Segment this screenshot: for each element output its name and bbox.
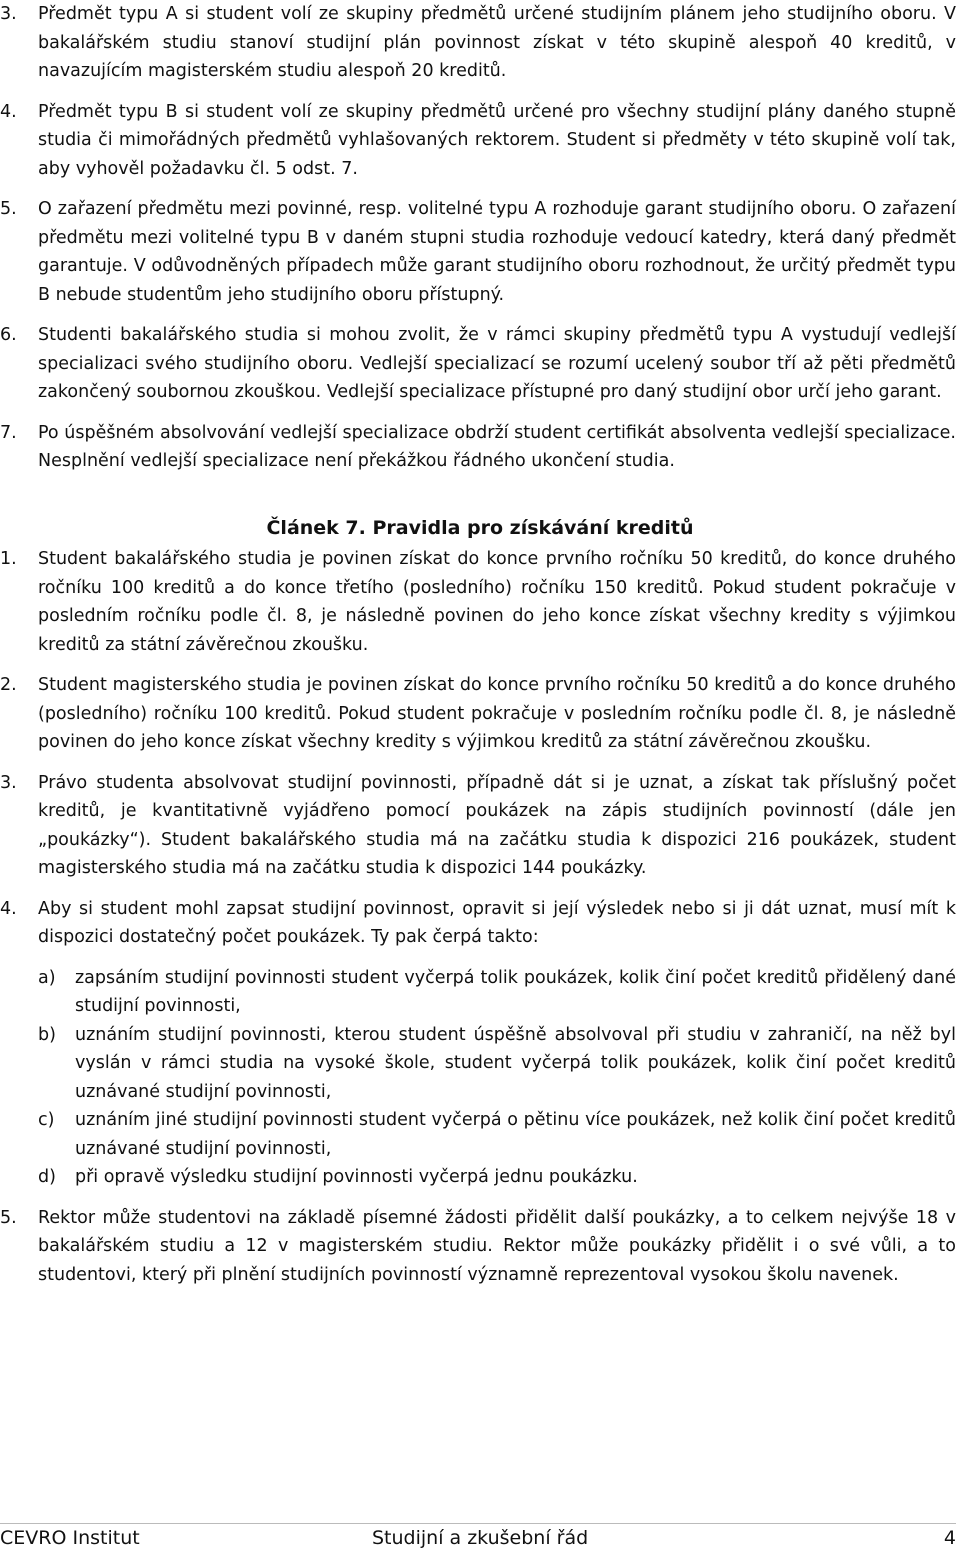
- footer-document-title: Studijní a zkušební řád: [372, 1527, 589, 1549]
- sub-item-text: zapsáním studijní povinnosti student vyčerpá tolik poukázek, kolik činí počet kreditů přidělený dané studijní povinnosti,: [75, 967, 956, 1016]
- list-item: [0, 671, 960, 757]
- sub-item-label: b): [38, 1024, 56, 1045]
- list-item: [0, 545, 960, 659]
- sub-item-label: a): [38, 967, 56, 988]
- item-number: 1.: [0, 549, 17, 569]
- item-text: Právo studenta absolvovat studijní povinnosti, případně dát si je uznat, a získat tak příslušný počet kreditů, je kvantitativně vyjádřeno pomocí poukázek na zápis studijních povinností (dále jen „poukázky“). Student bakalářského studia má na začátku studia k dispozici 216 poukázek, student magisterského studia má na začátku studia k dispozici 144 poukázky.: [38, 772, 956, 878]
- sub-item-text: uznáním studijní povinnosti, kterou student úspěšně absolvoval při studiu v zahraničí, na něž byl vyslán v rámci studia na vysoké škole, student vyčerpá tolik poukázek, kolik činí počet kreditů uznávané studijní povinnosti,: [75, 1024, 956, 1102]
- sub-item: [0, 1106, 960, 1163]
- item-text: Rektor může studentovi na základě písemné žádosti přidělit další poukázky, a to celkem nejvýše 18 v bakalářském studiu a 12 v magisterském studiu. Rektor může poukázky přidělit i o své vůli, a to studentovi, který při plnění studijních povinností významně reprezentoval vysokou školu navenek.: [38, 1207, 956, 1285]
- item-number: 6.: [0, 325, 17, 345]
- item-text: Aby si student mohl zapsat studijní povinnost, opravit si její výsledek nebo si ji dát uznat, musí mít k dispozici dostatečný počet poukázek. Ty pak čerpá takto:: [38, 898, 956, 947]
- list-item: [0, 0, 960, 86]
- sub-item-label: c): [38, 1110, 55, 1130]
- article-heading: Článek 7. Pravidla pro získávání kreditů: [266, 516, 694, 539]
- item-text: Předmět typu B si student volí ze skupiny předmětů určené pro všechny studijní plány daného stupně studia či mimořádných předmětů vyhlašovaných rektorem. Student si předměty v této skupině volí tak, aby vyhověl požadavku čl. 5 odst. 7.: [38, 101, 956, 179]
- item-number: 3.: [0, 772, 17, 793]
- item-text: Student bakalářského studia je povinen získat do konce prvního ročníku 50 kreditů, do konce druhého ročníku 100 kreditů a do konce třetího (posledního) ročníku 150 kreditů. Pokud student pokračuje v posledním ročníku podle čl. 8, je následně povinen do jeho konce získat všechny kredity s výjimkou kreditů za státní závěrečnou zkoušku.: [38, 549, 956, 655]
- item-number: 7.: [0, 422, 17, 443]
- list-item: [0, 419, 960, 476]
- list-item: [0, 895, 960, 952]
- sub-item: [0, 1163, 960, 1192]
- footer-institution: CEVRO Institut: [0, 1527, 140, 1549]
- item-text: Po úspěšném absolvování vedlejší specializace obdrží student certifikát absolventa vedlejší specializace. Nesplnění vedlejší specializace není překážkou řádného ukončení studia.: [38, 422, 956, 471]
- item-text: Studenti bakalářského studia si mohou zvolit, že v rámci skupiny předmětů typu A vystudují vedlejší specializaci svého studijního oboru. Vedlejší specializací se rozumí ucelený soubor tří až pěti předmětů zakončený soubornou zkouškou. Vedlejší specializace přístupné pro daný studijní obor určí jeho garant.: [38, 325, 956, 402]
- sub-item-label: d): [38, 1167, 56, 1187]
- sub-item: [0, 964, 960, 1021]
- page-number: 4: [943, 1527, 956, 1549]
- list-item: [0, 1204, 960, 1290]
- list-item: [0, 769, 960, 883]
- sub-item-text: uznáním jiné studijní povinnosti student vyčerpá o pětinu více poukázek, než kolik činí počet kreditů uznávané studijní povinnosti,: [75, 1110, 956, 1159]
- list-item: [0, 98, 960, 184]
- item-number: 2.: [0, 675, 17, 695]
- item-number: 4.: [0, 101, 17, 122]
- page-footer: [0, 1523, 956, 1552]
- list-item: [0, 321, 960, 407]
- item-number: 5.: [0, 199, 17, 219]
- item-text: Předmět typu A si student volí ze skupiny předmětů určené studijním plánem jeho studijního oboru. V bakalářském studiu stanoví studijní plán povinnost získat v této skupině alespoň 40 kreditů, v navazujícím magisterském studiu alespoň 20 kreditů.: [38, 4, 956, 81]
- sub-item: [0, 1021, 960, 1107]
- list-item: [0, 195, 960, 309]
- sub-item-text: při opravě výsledku studijní povinnosti vyčerpá jednu poukázku.: [75, 1167, 638, 1187]
- item-text: Student magisterského studia je povinen získat do konce prvního ročníku 50 kreditů a do konce druhého (posledního) ročníku 100 kreditů. Pokud student pokračuje v posledním ročníku podle čl. 8, je následně povinen do jeho konce získat všechny kredity s výjimkou kreditů za státní závěrečnou zkoušku.: [38, 675, 956, 752]
- item-text: O zařazení předmětu mezi povinné, resp. volitelné typu A rozhoduje garant studijního oboru. O zařazení předmětu mezi volitelné typu B v daném stupni studia rozhoduje vedoucí katedry, která daný předmět garantuje. V odůvodněných případech může garant studijního oboru rozhodnout, že určitý předmět typu B nebude studentům jeho studijního oboru přístupný.: [38, 199, 956, 305]
- item-number: 5.: [0, 1207, 17, 1228]
- item-number: 4.: [0, 898, 17, 919]
- item-number: 3.: [0, 4, 17, 24]
